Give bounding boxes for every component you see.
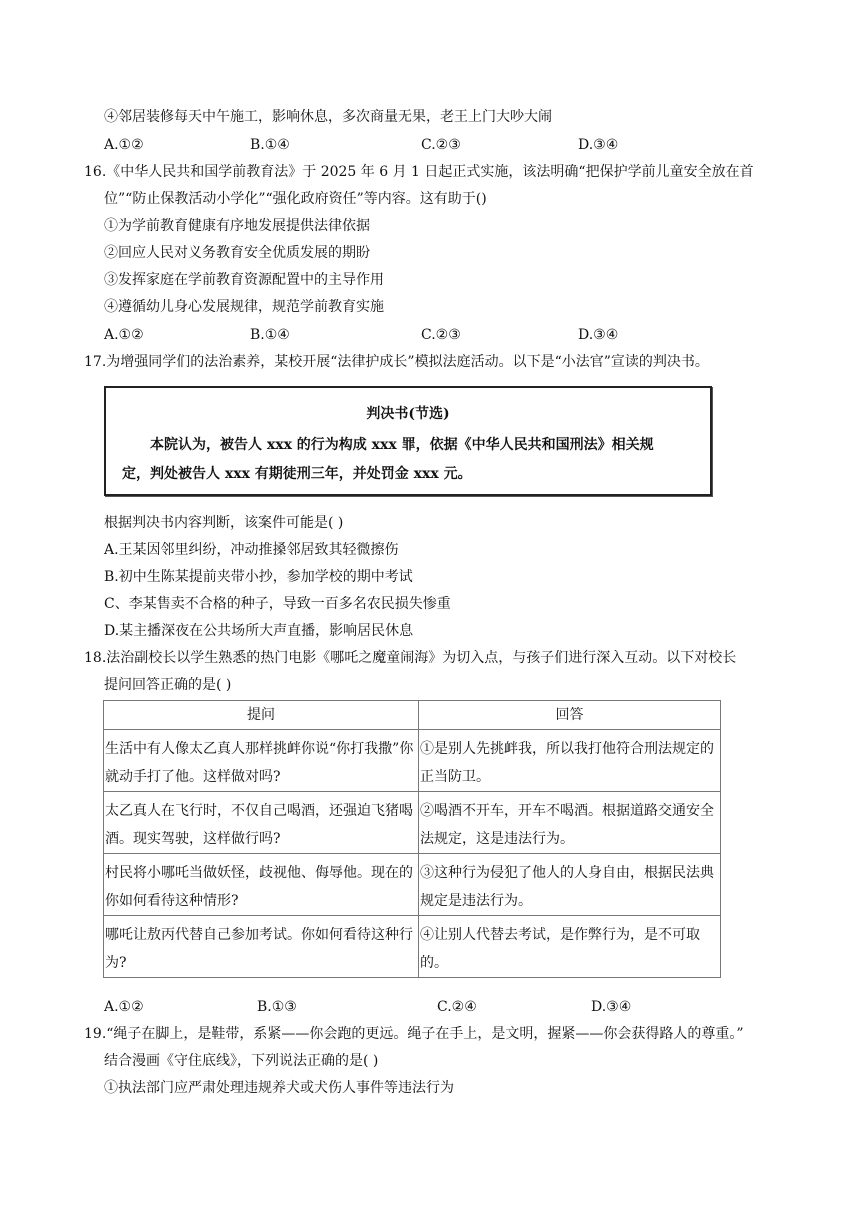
q17-option-d: D.某主播深夜在公共场所大声直播，影响居民休息 xyxy=(104,623,414,639)
q18-option-c: C.②④ xyxy=(437,999,477,1015)
header-answer: 回答 xyxy=(419,701,721,730)
q16-option-b: B.①④ xyxy=(250,327,290,343)
q16-option-a: A.①② xyxy=(104,327,144,343)
q17-stem: 17.为增强同学们的法治素养，某校开展“法律护成长”模拟法庭活动。以下是“小法官”宣读的判决书。 xyxy=(84,354,709,370)
answer-cell: ③这种行为侵犯了他人的人身自由，根据民法典规定是违法行为。 xyxy=(420,865,714,909)
question-cell: 村民将小哪吒当做妖怪，歧视他、侮辱他。现在的你如何看待这种情形? xyxy=(105,865,413,909)
q16-item-4: ④遵循幼儿身心发展规律，规范学前教育实施 xyxy=(104,299,384,315)
answer-cell: ①是别人先挑衅我，所以我打他符合刑法规定的正当防卫。 xyxy=(420,741,714,785)
q18-option-b: B.①③ xyxy=(257,999,297,1015)
q16-option-c: C.②③ xyxy=(421,327,461,343)
q17-option-c: C、李某售卖不合格的种子，导致一百多名农民损失惨重 xyxy=(104,596,451,612)
q16-stem-line-2: 位”“防止保教活动小学化”“强化政府资任”等内容。这有助于() xyxy=(104,191,487,207)
q17-question: 根据判决书内容判断，该案件可能是( ) xyxy=(104,515,344,531)
q16-item-2: ②回应人民对义务教育安全优质发展的期盼 xyxy=(104,245,370,261)
question-cell: 生活中有人像太乙真人那样挑衅你说“你打我撒”你就动手打了他。这样做对吗? xyxy=(105,741,414,785)
q19-stem-line-2: 结合漫画《守住底线》，下列说法正确的是( ) xyxy=(104,1053,379,1069)
table-row xyxy=(104,916,721,978)
q16-item-1: ①为学前教育健康有序地发展提供法律依据 xyxy=(104,218,370,234)
q15-item-4: ④邻居装修每天中午施工，影响休息，多次商量无果，老王上门大吵大闹 xyxy=(104,109,552,125)
question-cell: 太乙真人在飞行时，不仅自己喝酒，还强迫飞猪喝酒。现实驾驶，这样做行吗? xyxy=(105,803,413,847)
table-row xyxy=(104,792,721,854)
q18-option-a: A.①② xyxy=(104,999,144,1015)
q16-item-3: ③发挥家庭在学前教育资源配置中的主导作用 xyxy=(104,272,384,288)
qa-table xyxy=(103,700,721,978)
q16-option-d: D.③④ xyxy=(578,327,619,343)
judgment-excerpt-box xyxy=(104,386,712,496)
q19-item-1: ①执法部门应严肃处理违规养犬或犬伤人事件等违法行为 xyxy=(104,1080,454,1096)
judgment-line-1: 本院认为，被告人 xxx 的行为构成 xxx 罪，依据《中华人民共和国刑法》相关规 xyxy=(150,437,654,453)
table-row xyxy=(104,854,721,916)
q16-stem-line-1: 16.《中华人民共和国学前教育法》于 2025 年 6 月 1 日起正式实施，该法明确“把保护学前儿童安全放在首 xyxy=(84,164,754,180)
q17-option-b: B.初中生陈某提前夹带小抄，参加学校的期中考试 xyxy=(104,569,413,585)
table-row xyxy=(104,730,721,792)
q17-option-a: A.王某因邻里纠纷，冲动推搡邻居致其轻微擦伤 xyxy=(104,542,399,558)
q18-stem-line-1: 18.法治副校长以学生熟悉的热门电影《哪吒之魔童闹海》为切入点，与孩子们进行深入互动。以下对校长 xyxy=(84,650,737,666)
question-cell: 哪吒让敖丙代替自己参加考试。你如何看待这种行为? xyxy=(105,927,413,971)
q18-stem-line-2: 提问回答正确的是( ) xyxy=(104,677,232,693)
answer-cell: ②喝酒不开车，开车不喝酒。根据道路交通安全法规定，这是违法行为。 xyxy=(420,803,714,847)
table-header-row xyxy=(104,701,721,730)
q19-stem-line-1: 19.“绳子在脚上，是鞋带，系紧——你会跑的更远。绳子在手上，是文明，握紧——你会获得路人的尊重。” xyxy=(84,1026,744,1042)
q18-option-d: D.③④ xyxy=(591,999,632,1015)
answer-cell: ④让别人代替去考试，是作弊行为，是不可取的。 xyxy=(420,927,700,971)
header-question: 提问 xyxy=(104,701,419,730)
q15-option-a: A.①② xyxy=(104,137,144,153)
q15-option-b: B.①④ xyxy=(250,137,290,153)
q15-option-d: D.③④ xyxy=(578,137,619,153)
judgment-line-2: 定，判处被告人 xxx 有期徒刑三年，并处罚金 xxx 元。 xyxy=(122,466,472,482)
judgment-title: 判决书(节选) xyxy=(366,406,450,422)
q15-option-c: C.②③ xyxy=(421,137,461,153)
